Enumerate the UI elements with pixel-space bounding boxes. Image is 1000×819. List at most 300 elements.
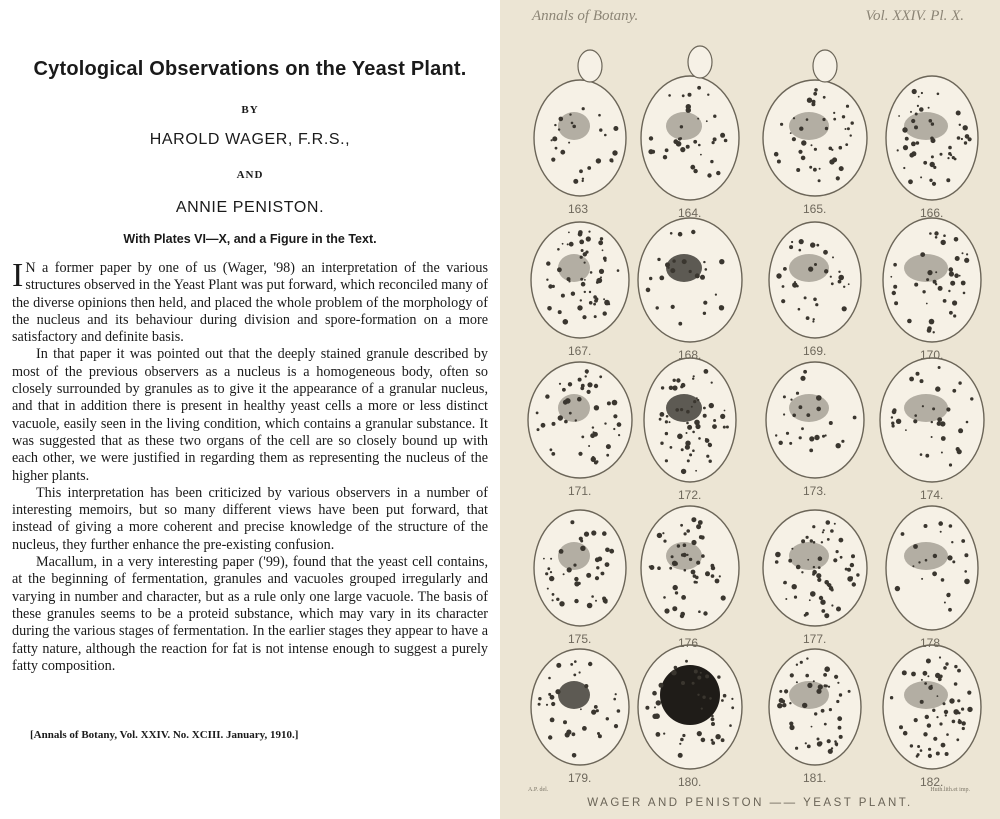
figure-number-181: 181. xyxy=(803,771,827,785)
granule xyxy=(930,162,935,167)
granule xyxy=(584,684,588,688)
granule xyxy=(589,291,591,293)
granule xyxy=(814,712,817,715)
granule xyxy=(721,699,724,702)
granule xyxy=(845,143,848,146)
granule xyxy=(822,118,825,121)
granule xyxy=(582,107,585,110)
granule xyxy=(912,565,914,567)
plates-note: With Plates VI—X, and a Figure in the Text. xyxy=(123,232,377,246)
granule xyxy=(832,256,834,258)
granule xyxy=(836,176,840,180)
granule xyxy=(615,693,617,695)
granule xyxy=(949,311,953,315)
granule xyxy=(949,524,953,528)
granule xyxy=(679,743,681,745)
granule xyxy=(903,167,905,169)
granule xyxy=(931,122,934,125)
granule xyxy=(964,141,967,144)
granule xyxy=(584,279,586,281)
granule xyxy=(538,703,541,706)
granule xyxy=(925,559,928,562)
granule xyxy=(805,674,809,678)
granule xyxy=(799,239,804,244)
granule xyxy=(918,561,920,563)
granule xyxy=(547,567,550,570)
granule xyxy=(964,570,967,573)
yeast-cell-fig-165 xyxy=(763,50,867,196)
granule xyxy=(715,579,720,584)
granule xyxy=(774,152,779,157)
granule xyxy=(581,282,586,287)
granule xyxy=(717,675,720,678)
granule xyxy=(920,176,922,178)
granule xyxy=(587,603,593,609)
cell-bud xyxy=(813,50,837,82)
nucleus xyxy=(789,394,829,422)
granule xyxy=(836,700,839,703)
paragraph-4: Macallum, in a very interesting paper ('99), found that the yeast cell contains, at the beginning of fermentation, granules and vacuoles grouped irregularly and varying in number and character, but as a rule only one large vacuole. The basis of these granules seems to be a proteid substance, which may vary in its character during the various stages of fermentation. In the earlier stages they appear to have a fatty nature, although the reaction for fat is not intense enough to suggest a purely fatty composition. xyxy=(12,554,488,674)
granule xyxy=(891,416,893,418)
granule xyxy=(560,150,565,155)
granule xyxy=(578,378,582,382)
granule xyxy=(574,599,578,603)
granule xyxy=(795,747,798,750)
granule xyxy=(928,685,933,690)
granule xyxy=(557,267,562,272)
granule xyxy=(574,660,577,663)
granule xyxy=(946,407,950,411)
granule xyxy=(964,258,969,263)
granule xyxy=(933,554,937,558)
granule xyxy=(649,277,652,280)
granule xyxy=(796,565,801,570)
granule xyxy=(701,708,703,710)
granule xyxy=(813,298,817,302)
figure-number-182: 182. xyxy=(920,775,944,789)
granule xyxy=(548,735,552,739)
granule xyxy=(831,282,834,285)
granule xyxy=(711,382,713,384)
granule xyxy=(837,682,839,684)
granule xyxy=(686,410,690,414)
granule xyxy=(952,560,955,563)
granule xyxy=(779,690,782,693)
granule xyxy=(958,720,962,724)
granule xyxy=(551,452,555,456)
granule xyxy=(697,399,699,401)
granule xyxy=(691,517,696,522)
granule xyxy=(726,426,729,429)
granule xyxy=(578,452,582,456)
granule xyxy=(581,436,584,439)
granule xyxy=(612,400,618,406)
granule xyxy=(659,683,664,688)
figure-number-168: 168. xyxy=(678,348,702,362)
granule xyxy=(935,283,937,285)
granule xyxy=(954,237,959,242)
granule xyxy=(822,435,825,438)
granule xyxy=(805,612,809,616)
granule xyxy=(790,132,792,134)
granule xyxy=(827,739,831,743)
granule xyxy=(813,680,815,682)
granule xyxy=(931,421,933,423)
granule xyxy=(894,301,898,305)
granule xyxy=(709,697,712,700)
granule xyxy=(790,673,794,677)
granule xyxy=(807,559,809,561)
granule xyxy=(775,560,779,564)
granule xyxy=(957,669,961,673)
granule xyxy=(567,567,572,572)
granule xyxy=(595,600,597,602)
granule xyxy=(779,441,783,445)
granule xyxy=(673,585,678,590)
granule xyxy=(796,168,800,172)
granule xyxy=(801,156,806,161)
figure-number-166: 166. xyxy=(920,206,944,220)
granule xyxy=(686,104,691,109)
granule xyxy=(671,670,676,675)
figure-number-177: 177. xyxy=(803,632,827,646)
granule xyxy=(712,424,717,429)
granule xyxy=(836,607,841,612)
granule xyxy=(649,136,653,140)
granule xyxy=(656,732,661,737)
nucleus xyxy=(666,112,702,140)
granule xyxy=(923,671,928,676)
granule xyxy=(791,241,793,243)
granule xyxy=(548,284,552,288)
granule xyxy=(691,230,695,234)
yeast-cell-fig-176 xyxy=(641,506,739,630)
granule xyxy=(593,303,596,306)
granule xyxy=(952,720,956,724)
granule xyxy=(587,390,591,394)
granule xyxy=(823,529,825,531)
granule xyxy=(839,538,844,543)
granule xyxy=(962,252,964,254)
granule xyxy=(711,715,714,718)
granule xyxy=(545,394,549,398)
granule xyxy=(691,540,696,545)
granule xyxy=(811,726,813,728)
figure-number-170: 170. xyxy=(920,348,944,362)
granule xyxy=(686,432,688,434)
granule xyxy=(777,160,781,164)
granule xyxy=(594,315,597,318)
granule xyxy=(775,434,777,436)
granule xyxy=(654,706,656,708)
granule xyxy=(562,243,564,245)
granule xyxy=(707,173,711,177)
paragraph-1-text: N a former paper by one of us (Wager, '98) an interpretation of the various structures observed in the Yeast Plant was put forward, which reconciled many of the diverse opinions then held, and placed the whole problem of the morphology of the nucleus and its behaviour during division and spore-formation on a more satisfactory and definite basis. xyxy=(12,260,488,346)
granule xyxy=(817,578,821,582)
granule xyxy=(833,118,836,121)
granule xyxy=(804,296,807,299)
granule xyxy=(841,440,844,443)
granule xyxy=(954,665,957,668)
granule xyxy=(597,557,602,562)
granule xyxy=(792,584,797,589)
granule xyxy=(818,556,823,561)
granule xyxy=(693,400,696,403)
granule xyxy=(659,276,664,281)
granule xyxy=(818,179,821,182)
granule xyxy=(694,670,698,674)
granule xyxy=(665,432,668,435)
granule xyxy=(793,117,795,119)
granule xyxy=(588,231,590,233)
granule xyxy=(584,532,589,537)
granule xyxy=(617,269,620,272)
granule xyxy=(703,611,707,615)
granule xyxy=(784,689,788,693)
granule xyxy=(963,292,966,295)
granule xyxy=(678,232,683,237)
granule xyxy=(723,694,727,698)
granule xyxy=(671,555,674,558)
figure-number-163: 163 xyxy=(568,202,589,216)
granule xyxy=(657,258,660,261)
granule xyxy=(928,754,932,758)
granule xyxy=(801,140,806,145)
granule xyxy=(798,150,802,154)
granule xyxy=(801,427,804,430)
granule xyxy=(840,556,843,559)
granule xyxy=(606,454,609,457)
granule xyxy=(827,538,830,541)
granule xyxy=(937,93,940,96)
granule xyxy=(582,726,587,731)
granule xyxy=(592,456,595,459)
granule xyxy=(830,276,832,278)
granule xyxy=(892,424,895,427)
granule xyxy=(568,232,570,234)
granule xyxy=(899,725,903,729)
granule xyxy=(940,421,945,426)
granule xyxy=(703,414,707,418)
granule xyxy=(968,137,972,141)
granule xyxy=(792,137,796,141)
figure-number-173: 173. xyxy=(803,484,827,498)
granule xyxy=(813,168,817,172)
granule xyxy=(949,463,952,466)
granule xyxy=(652,691,657,696)
granule xyxy=(822,531,824,533)
granule xyxy=(673,379,676,382)
granule xyxy=(598,734,602,738)
granule xyxy=(801,571,803,573)
granule xyxy=(597,278,602,283)
granule xyxy=(602,531,607,536)
granule xyxy=(948,608,952,612)
granule xyxy=(569,113,571,115)
yeast-cell-fig-164 xyxy=(641,46,739,200)
granule xyxy=(547,306,552,311)
granule xyxy=(926,278,929,281)
granule xyxy=(678,322,682,326)
granule xyxy=(895,586,900,591)
granule xyxy=(599,375,602,378)
granule xyxy=(923,161,927,165)
granule xyxy=(952,300,957,305)
granule xyxy=(672,561,677,566)
granule xyxy=(660,442,663,445)
granule xyxy=(697,118,699,120)
granule xyxy=(827,583,830,586)
granule xyxy=(607,401,611,405)
granule xyxy=(605,548,610,553)
granule xyxy=(646,288,651,293)
granule xyxy=(667,267,669,269)
dark-granular-mass xyxy=(660,665,720,725)
granule xyxy=(663,733,665,735)
granule xyxy=(935,236,938,239)
granule xyxy=(680,408,683,411)
granule xyxy=(565,398,571,404)
granule xyxy=(801,539,805,543)
granule xyxy=(898,115,900,117)
granule xyxy=(603,311,607,315)
granule xyxy=(711,722,715,726)
granule xyxy=(810,242,815,247)
granule xyxy=(691,570,696,575)
granule xyxy=(552,599,554,601)
plate-caption: WAGER AND PENISTON —— YEAST PLANT. xyxy=(587,797,913,809)
granule xyxy=(585,375,587,377)
figure-number-179: 179. xyxy=(568,771,592,785)
granule xyxy=(944,602,946,604)
granule xyxy=(824,666,830,672)
granule xyxy=(789,725,794,730)
granule xyxy=(929,179,932,182)
granule xyxy=(775,552,781,558)
granule xyxy=(715,734,720,739)
granule xyxy=(713,419,716,422)
granule xyxy=(917,745,920,748)
granule xyxy=(970,397,973,400)
granule xyxy=(663,155,667,159)
granule xyxy=(671,305,675,309)
granule xyxy=(719,259,724,264)
granule xyxy=(914,125,918,129)
granule xyxy=(704,369,709,374)
granule xyxy=(846,105,849,108)
granule xyxy=(677,544,680,547)
granule xyxy=(823,96,826,99)
granule xyxy=(559,117,564,122)
author-peniston: ANNIE PENISTON. xyxy=(175,199,325,216)
granule xyxy=(703,261,705,263)
granule xyxy=(930,137,934,141)
granule xyxy=(548,677,551,680)
granule xyxy=(608,303,610,305)
figure-number-164: 164. xyxy=(678,206,702,220)
granule xyxy=(721,595,726,600)
granule xyxy=(711,717,715,721)
granule xyxy=(551,158,555,162)
granule xyxy=(590,271,593,274)
granule xyxy=(681,681,685,685)
granule xyxy=(940,531,942,533)
yeast-cell-fig-171 xyxy=(528,362,632,478)
granule xyxy=(816,573,821,578)
granule xyxy=(789,245,793,249)
yeast-cell-fig-172 xyxy=(644,358,736,482)
granule xyxy=(695,470,697,472)
granule xyxy=(839,735,843,739)
granule xyxy=(848,690,851,693)
granule xyxy=(681,469,686,474)
granule xyxy=(935,271,937,273)
granule xyxy=(546,261,550,265)
drop-cap: I xyxy=(12,257,24,294)
yeast-cell-fig-177 xyxy=(763,510,867,626)
granule xyxy=(934,231,938,235)
granule xyxy=(601,572,605,576)
yeast-cell-fig-178 xyxy=(886,506,978,630)
cell-bud xyxy=(688,46,712,78)
granule xyxy=(604,134,607,137)
granule xyxy=(613,698,616,701)
granule xyxy=(720,133,725,138)
granule xyxy=(807,745,811,749)
granule xyxy=(816,244,819,247)
yeast-cell-fig-181 xyxy=(769,649,861,765)
granule xyxy=(901,532,905,536)
granule xyxy=(814,263,817,266)
granule xyxy=(967,707,972,712)
granule xyxy=(806,316,810,320)
granule xyxy=(555,689,560,694)
yeast-cell-fig-170 xyxy=(883,218,981,342)
granule xyxy=(838,275,844,281)
granule xyxy=(936,752,940,756)
granule xyxy=(670,232,673,235)
granule xyxy=(571,122,574,125)
granule xyxy=(957,699,960,702)
granule xyxy=(568,142,570,144)
granule xyxy=(694,581,697,584)
granule xyxy=(916,372,920,376)
granule xyxy=(850,134,852,136)
granule xyxy=(937,695,939,697)
granule xyxy=(833,112,835,114)
granule xyxy=(958,381,961,384)
granule xyxy=(964,553,968,557)
granule xyxy=(933,331,935,333)
granule xyxy=(552,422,556,426)
granule xyxy=(802,703,807,708)
granule xyxy=(961,281,966,286)
granule xyxy=(673,139,678,144)
granule xyxy=(685,660,688,663)
granule xyxy=(689,453,692,456)
granule xyxy=(672,385,677,390)
granule xyxy=(595,297,598,300)
granule xyxy=(546,279,548,281)
granule xyxy=(815,303,818,306)
granule xyxy=(580,708,582,710)
granule xyxy=(701,554,705,558)
granule xyxy=(828,686,830,688)
granule xyxy=(824,613,829,618)
granule xyxy=(604,422,606,424)
granule xyxy=(936,716,938,718)
granule xyxy=(925,715,929,719)
